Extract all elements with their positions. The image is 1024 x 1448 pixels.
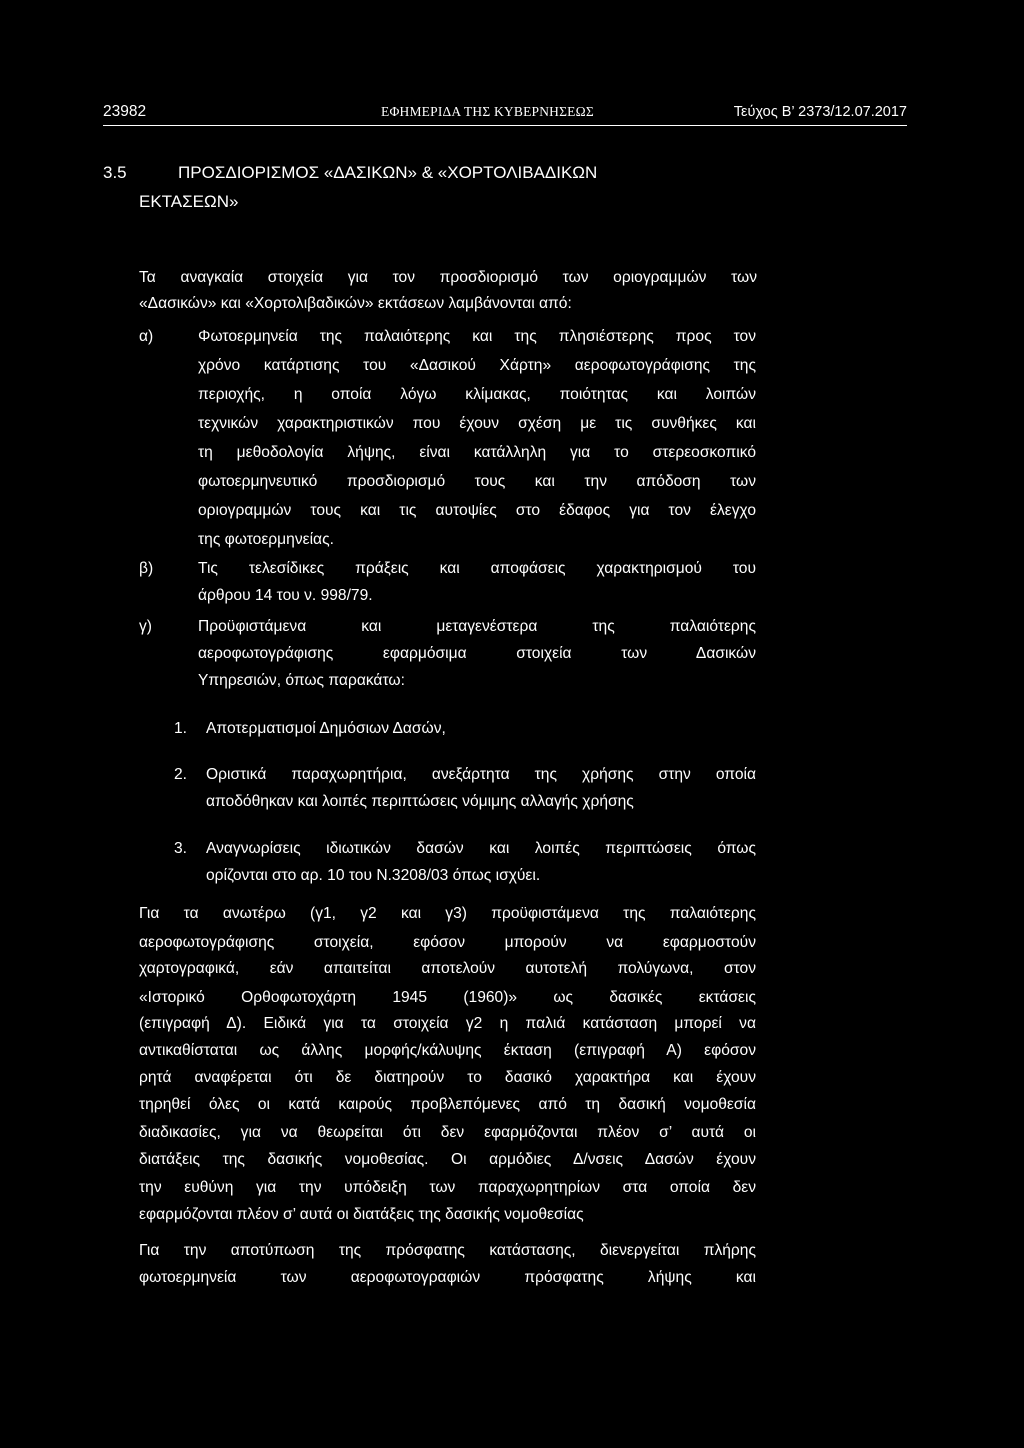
intro-line: «Δασικών» και «Χορτολιβαδικών» εκτάσεων λαμβάνονται από: bbox=[139, 295, 572, 312]
page-header bbox=[103, 101, 907, 126]
paragraph-1-line: «Ιστορικό Ορθοφωτοχάρτη 1945 (1960)» ως δασικές εκτάσεις bbox=[139, 989, 756, 1006]
sub-item-marker-1: 1. bbox=[174, 720, 188, 737]
paragraph-1-line: αεροφωτογράφισης στοιχεία, εφόσον μπορούν να εφαρμοστούν bbox=[139, 934, 756, 951]
sub-item-2-line: Οριστικά παραχωρητήρια, ανεξάρτητα της χρήσης στην οποία bbox=[206, 766, 756, 783]
item-a-line: Φωτοερμηνεία της παλαιότερης και της πλησιέστερης προς τον bbox=[198, 328, 756, 345]
paragraph-1-line: χαρτογραφικά, εάν απαιτείται αποτελούν αυτοτελή πολύγωνα, στον bbox=[139, 960, 756, 977]
issue-info: Τεύχος Β’ 2373/12.07.2017 bbox=[733, 104, 907, 120]
item-b-line: Τις τελεσίδικες πράξεις και αποφάσεις χαρακτηρισμού του bbox=[198, 560, 756, 577]
sub-item-marker-3: 3. bbox=[174, 840, 188, 857]
section-title-line-1: ΠΡΟΣΔΙΟΡΙΣΜΟΣ «ΔΑΣΙΚΩΝ» & «ΧΟΡΤΟΛΙΒΑΔΙΚΩΝ bbox=[178, 163, 598, 182]
paragraph-1-line: Για τα ανωτέρω (γ1, γ2 και γ3) προϋφιστάμενα της παλαιότερης bbox=[139, 905, 756, 922]
item-c-line: Υπηρεσιών, όπως παρακάτω: bbox=[198, 672, 405, 689]
sub-item-2-line: αποδόθηκαν και λοιπές περιπτώσεις νόμιμης αλλαγής χρήσης bbox=[206, 793, 634, 810]
item-marker-b: β) bbox=[139, 560, 154, 577]
item-marker-a: α) bbox=[139, 328, 154, 345]
section-number: 3.5 bbox=[103, 163, 127, 182]
paragraph-1-line: (επιγραφή Δ). Ειδικά για τα στοιχεία γ2 η παλιά κατάσταση μπορεί να bbox=[139, 1015, 756, 1032]
intro-line: Τα αναγκαία στοιχεία για τον προσδιορισμό των οριογραμμών των bbox=[139, 269, 757, 286]
paragraph-2-line: φωτοερμηνεία των αεροφωτογραφιών πρόσφατης λήψης και bbox=[139, 1269, 756, 1286]
item-c-line: Προϋφιστάμενα και μεταγενέστερα της παλαιότερης bbox=[198, 618, 756, 635]
sub-item-1-line: Αποτερματισμοί Δημόσιων Δασών, bbox=[206, 720, 446, 737]
paragraph-1-line: ρητά αναφέρεται ότι δε διατηρούν το δασικό χαρακτήρα και έχουν bbox=[139, 1069, 756, 1086]
paragraph-1-line: αντικαθίσταται ως άλλης μορφής/κάλυψης έκταση (επιγραφή Α) εφόσον bbox=[139, 1042, 756, 1059]
page-number: 23982 bbox=[103, 103, 147, 120]
item-marker-c: γ) bbox=[139, 618, 152, 635]
item-a-line: τεχνικών χαρακτηριστικών που έχουν σχέση με τις συνθήκες και bbox=[198, 415, 756, 432]
item-a-line: της φωτοερμηνείας. bbox=[198, 531, 334, 548]
item-b-line: άρθρου 14 του ν. 998/79. bbox=[198, 587, 373, 604]
paragraph-1-line: διατάξεις της δασικής νομοθεσίας. Οι αρμόδιες Δ/νσεις Δασών έχουν bbox=[139, 1151, 756, 1168]
gazette-title: ΕΦΗΜΕΡΙΔΑ ΤΗΣ ΚΥΒΕΡΝΗΣΕΩΣ bbox=[381, 104, 594, 119]
item-a-line: περιοχής, η οποία λόγω κλίμακας, ποιότητας και λοιπών bbox=[198, 386, 756, 403]
sub-item-marker-2: 2. bbox=[174, 766, 188, 783]
sub-item-3-line: Αναγνωρίσεις ιδιωτικών δασών και λοιπές περιπτώσεις όπως bbox=[206, 840, 756, 857]
sub-item-3-line: ορίζονται στο αρ. 10 του Ν.3208/03 όπως ισχύει. bbox=[206, 867, 541, 884]
section-title-line-2: ΕΚΤΑΣΕΩΝ» bbox=[139, 192, 239, 211]
item-a-line: φωτοερμηνευτικό προσδιορισμό τους και την απόδοση των bbox=[198, 473, 756, 490]
item-a-line: οριογραμμών τους και τις αυτοψίες στο έδαφος για τον έλεγχο bbox=[198, 502, 756, 519]
paragraph-1-line: την ευθύνη για την υπόδειξη των παραχωρητηρίων στα οποία δεν bbox=[139, 1179, 756, 1196]
item-a-line: χρόνο κατάρτισης του «Δασικού Χάρτη» αεροφωτογράφισης της bbox=[198, 357, 756, 374]
paragraph-1-line: εφαρμόζονται πλέον σ’ αυτά οι διατάξεις της δασικής νομοθεσίας bbox=[139, 1206, 584, 1223]
item-c-line: αεροφωτογράφισης εφαρμόσιμα στοιχεία των Δασικών bbox=[198, 645, 756, 662]
paragraph-1-line: διαδικασίες, για να θεωρείται ότι δεν εφαρμόζονται πλέον σ’ αυτά οι bbox=[139, 1124, 756, 1141]
paragraph-2-line: Για την αποτύπωση της πρόσφατης κατάστασης, διενεργείται πλήρης bbox=[139, 1242, 756, 1259]
paragraph-1-line: τηρηθεί όλες οι κατά καιρούς προβλεπόμενες από τη δασική νομοθεσία bbox=[139, 1096, 756, 1113]
item-a-line: τη μεθοδολογία λήψης, είναι κατάλληλη για το στερεοσκοπικό bbox=[198, 444, 756, 461]
